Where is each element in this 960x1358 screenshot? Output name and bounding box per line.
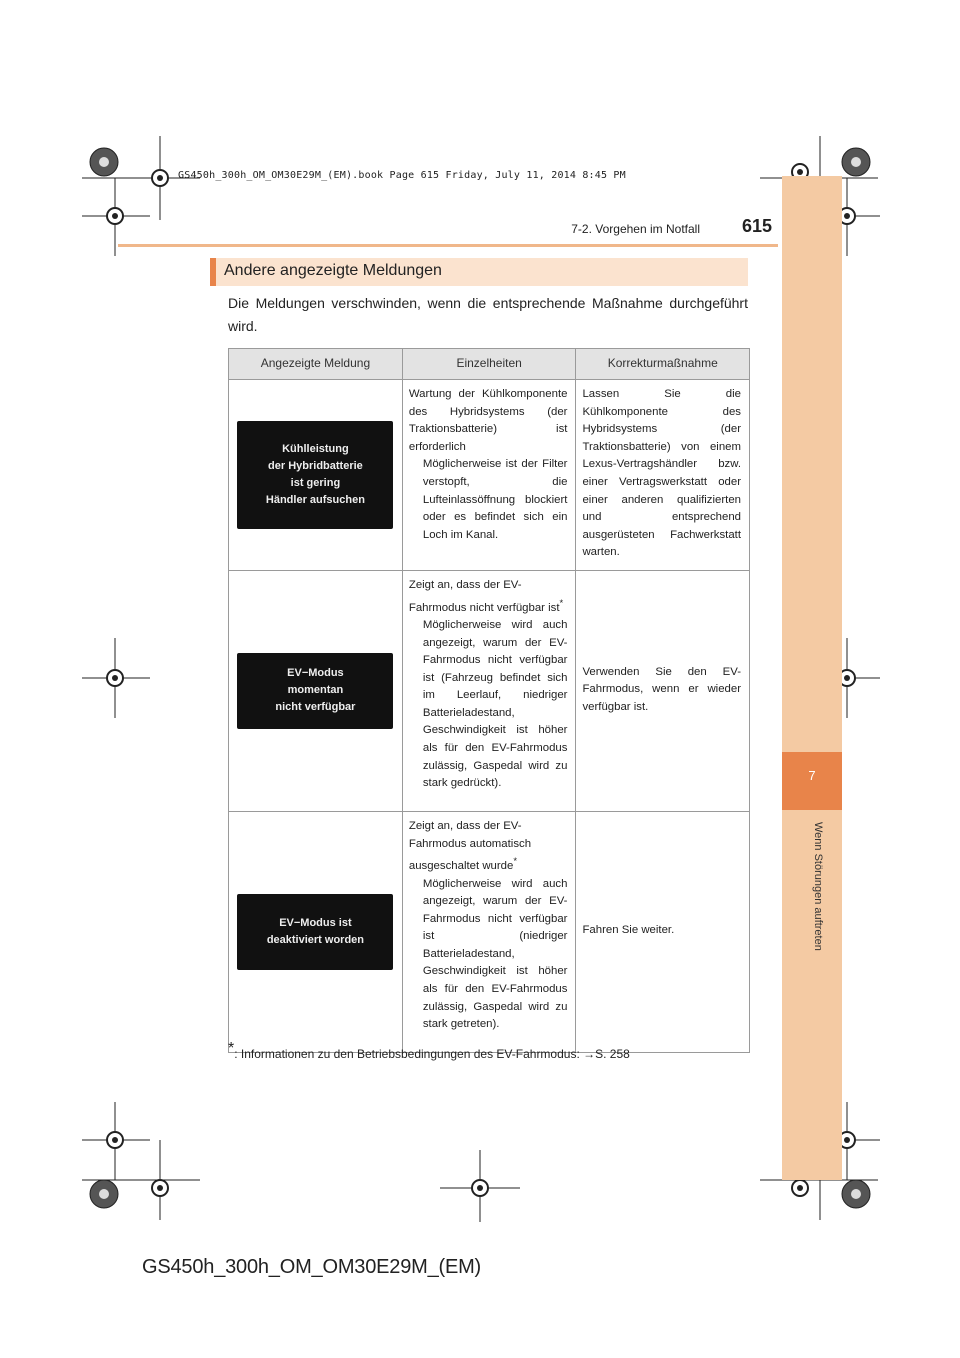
display-line: ist gering [290, 476, 341, 489]
running-header: 7-2. Vorgehen im Notfall [571, 222, 700, 236]
messages-table [228, 348, 750, 1053]
footnote-text: : Informationen zu den Betriebsbedingungen des EV-Fahrmodus: →S. 258 [234, 1047, 630, 1061]
column-header: Einzelheiten [402, 349, 576, 380]
footnote-mark: * [513, 856, 518, 868]
chapter-label: Wenn Störungen auftreten [812, 822, 824, 951]
column-header: Angezeigte Meldung [229, 349, 403, 380]
action-text: Fahren Sie weiter. [582, 924, 675, 937]
details-text: Wartung der Kühlkomponente des Hybridsystems (der Traktionsbatterie) ist erforderlich [408, 388, 568, 453]
display-message-image [237, 894, 393, 970]
details-note: Möglicherweise wird auch angezeigt, warum der EV-Fahrmodus nicht verfügbar ist (Fahrzeug befindet sich im Leerlauf, niedriger Batterieladestand, Geschwindigkeit ist höher als für den EV-Fahrmodus zulässig, Gaspedal wird zu stark gedrückt). [422, 618, 568, 790]
table-row [229, 570, 750, 811]
display-cell [229, 380, 403, 571]
details-main: Zeigt an, dass der EV-Fahrmodus nicht verfügbar ist [408, 578, 560, 614]
details-main: Zeigt an, dass der EV-Fahrmodus automatisch ausgeschaltet wurde [408, 819, 532, 872]
details-cell [402, 811, 576, 1052]
chapter-number: 7 [808, 768, 816, 783]
action-text: Verwenden Sie den EV-Fahrmodus, wenn er wieder verfügbar ist. [582, 665, 741, 713]
display-line: der Hybridbatterie [268, 459, 363, 472]
action-cell [576, 380, 750, 571]
footnote-mark: * [228, 1040, 235, 1057]
details-note: Möglicherweise ist der Filter verstopft, die Lufteinlassöffnung blockiert oder es befindet sich ein Loch im Kanal. [422, 458, 568, 541]
table-row [229, 380, 750, 571]
table-row [229, 811, 750, 1052]
display-cell [229, 570, 403, 811]
column-header: Korrekturmaßnahme [576, 349, 750, 380]
chapter-side-band [782, 176, 842, 1180]
action-cell [576, 570, 750, 811]
display-line: deaktiviert worden [266, 933, 365, 946]
display-line: momentan [287, 684, 344, 697]
details-cell [402, 570, 576, 811]
section-title: Andere angezeigte Meldungen [224, 262, 442, 279]
display-line: EV−Modus [287, 667, 344, 680]
footnote [228, 1040, 630, 1061]
table-header-row [229, 349, 750, 380]
action-cell [576, 811, 750, 1052]
action-text: Lassen Sie die Kühlkomponente des Hybridsystems (der Traktionsbatterie) von einem Lexus-Vertragshändler bzw. einer Vertragswerkstatt oder einer anderen qualifizierten und entsprechend ausgerüsteten Fachwerkstatt warten. [582, 388, 741, 559]
display-cell [229, 811, 403, 1052]
details-cell [402, 380, 576, 571]
footnote-mark: * [559, 597, 564, 609]
display-line: nicht verfügbar [275, 701, 356, 714]
print-info: GS450h_300h_OM_OM30E29M_(EM).book Page 615 Friday, July 11, 2014 8:45 PM [178, 170, 626, 181]
page-number: 615 [742, 216, 773, 236]
header-rule [118, 244, 778, 247]
display-line: Händler aufsuchen [265, 493, 365, 506]
display-message-image [237, 653, 393, 729]
intro-paragraph: Die Meldungen verschwinden, wenn die entsprechende Maßnahme durchgeführt wird. [228, 295, 748, 334]
section-heading [210, 258, 748, 286]
document-code: GS450h_300h_OM_OM30E29M_(EM) [142, 1256, 482, 1278]
details-text [409, 818, 568, 876]
display-message-image [237, 421, 393, 529]
details-text [409, 577, 568, 617]
display-line: Kühlleistung [282, 442, 349, 455]
display-line: EV−Modus ist [279, 916, 352, 929]
details-note: Möglicherweise wird auch angezeigt, warum der EV-Fahrmodus nicht verfügbar ist (niedriger Batterieladestand, Geschwindigkeit ist höher als für den EV-Fahrmodus zulässig, Gaspedal wird zu stark getreten). [422, 877, 568, 1031]
